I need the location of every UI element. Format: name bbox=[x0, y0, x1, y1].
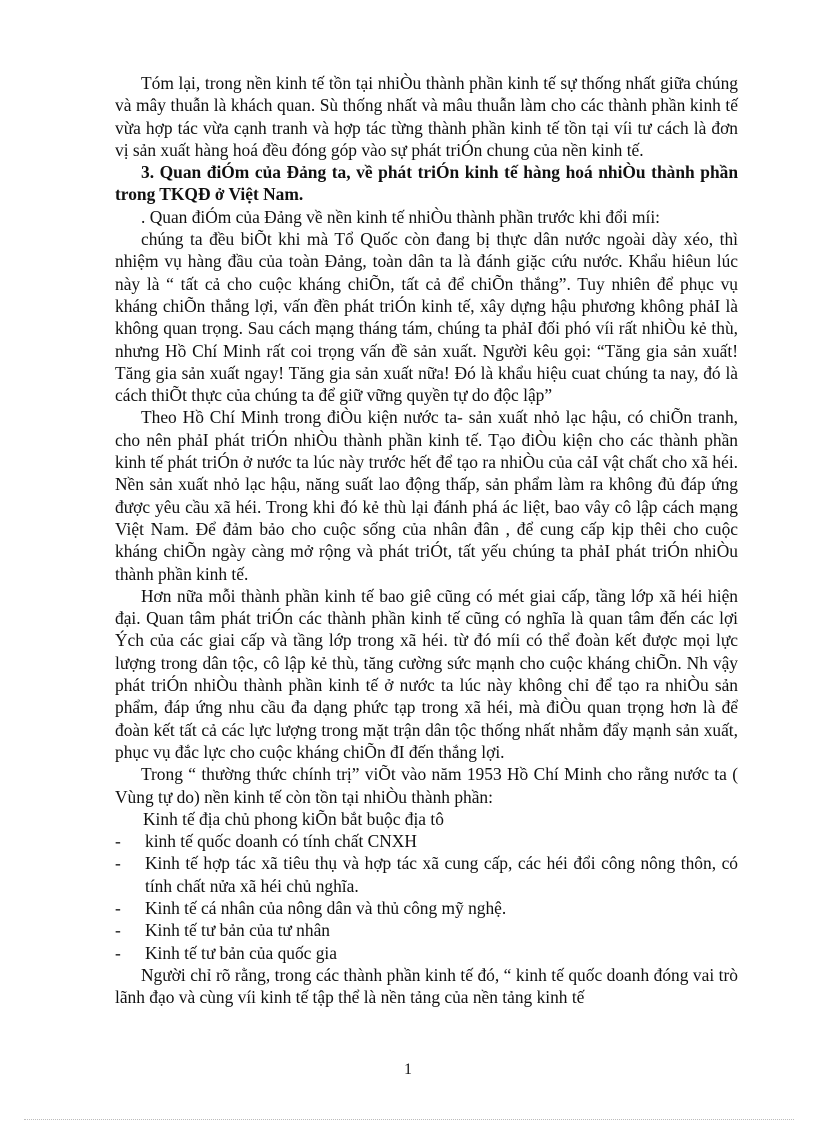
economic-sectors-list bbox=[115, 830, 738, 964]
bullet-dash: - bbox=[115, 831, 121, 852]
bullet-dash: - bbox=[115, 853, 121, 874]
list-item bbox=[115, 942, 738, 964]
list-item-text: Kinh tế tư bản của quốc gia bbox=[145, 942, 337, 963]
bullet-dash: - bbox=[115, 897, 121, 918]
paragraph-summary: Tóm lại, trong nền kinh tế tồn tại nhiÒu thành phần kinh tế sự thống nhất giữa chúng và mây thuẫn là khách quan. Sù thống nhất và mâu thuẫn làm cho các thành phần kinh tế vừa hợp tác vừa cạnh tranh và hợp tác từng thành phần kinh tế tồn tại víi tư cách là đơn vị sản xuất hàng hoá đều đóng góp vào sự phát triÓn chung của nền kinh tế. bbox=[115, 73, 738, 160]
list-item-text: Kinh tế hợp tác xã tiêu thụ và hợp tác xã cung cấp, các héi đổi công nông thôn, có tính chất nửa xã héi chủ nghĩa. bbox=[145, 853, 738, 896]
paragraph-1953: Trong “ thường thức chính trị” viÕt vào năm 1953 Hồ Chí Minh cho rằng nước ta ( Vùng tự do) nền kinh tế còn tồn tại nhiÒu thành phần: bbox=[115, 764, 738, 807]
list-item-text: Kinh tế cá nhân của nông dân và thủ công mỹ nghệ. bbox=[145, 897, 507, 918]
bullet-dash: - bbox=[115, 942, 121, 963]
bullet-dash: - bbox=[115, 920, 121, 941]
page-number: 1 bbox=[404, 1061, 412, 1078]
paragraph-unity: Hơn nữa mỗi thành phần kinh tế bao giê cũng có mét giai cấp, tầng lớp xã héi hiện đại. Quan tâm phát triÓn các thành phần kinh tế cũng có nghĩa là quan tâm đến các lợi Ých của các giai cấp và tầng lớp trong xã héi. từ đó míi có thể đoàn kết được mọi lực lượng trong dân tộc, cô lập kẻ thù, tăng cường sức mạnh cho cuộc kháng chiÕn. Nh vậy phát triÓn nhiÒu thành phần kinh tế ở nước ta lúc này không chỉ để tạo ra nhiÒu sản phẩm, đáp ứng nhu cầu đa dạng phức tạp trong xã héi, mà điÒu quan trọng hơn là để đoàn kết tất cả các lực lượng trong mặt trận dân tộc thống nhất nhằm đẩy mạnh sản xuất, phục vụ đắc lực cho cuộc kháng chiÕn đI đến thắng lợi. bbox=[115, 585, 738, 762]
subheading: . Quan điÓm của Đảng về nền kinh tế nhiÒu thành phần trước khi đổi míi: bbox=[141, 206, 660, 227]
section-heading: 3. Quan điÓm của Đảng ta, về phát triÓn kinh tế hàng hoá nhiÒu thành phần trong TKQĐ ở Việt Nam. bbox=[115, 162, 738, 205]
list-item-text: kinh tế quốc doanh có tính chất CNXH bbox=[145, 831, 417, 852]
list-item bbox=[115, 919, 738, 941]
paragraph-war-context: chúng ta đều biÕt khi mà Tổ Quốc còn đang bị thực dân nước ngoài dày xéo, thì nhiệm vụ hàng đầu của toàn Đảng, toàn dân ta là đánh giặc cứu nước. Khẩu hiêun lúc này là “ tất cả cho cuộc kháng chiÕn, tất cả để chiÕn thắng”. Tuy nhiên để phục vụ kháng chiÕn thắng lợi, vấn đền phát triÓn kinh tế, xây dựng hậu phương không phảI là không quan trọng. Sau cách mạng tháng tám, chúng ta phảI đối phó víi rất nhiÒu kẻ thù, nhưng Hồ Chí Minh rất coi trọng vấn đề sản xuất. Người kêu gọi: “Tăng gia sản xuất! Tăng gia sản xuất ngay! Tăng gia sản xuất nữa! Đó là khẩu hiệu cuat chúng ta nay, đó là cách thiÕt thực của chúng ta để giữ vững quyền tự do độc lập” bbox=[115, 229, 738, 406]
list-item bbox=[115, 897, 738, 919]
page-bottom-divider bbox=[24, 1119, 794, 1120]
paragraph-ho-chi-minh-view: Theo Hồ Chí Minh trong điÒu kiện nước ta- sản xuất nhỏ lạc hậu, có chiÕn tranh, cho nên phảI phát triÓn nhiÒu thành phần kinh tế. Tạo điÒu kiện cho các thành phần kinh tế phát triÓn ở nước ta lúc này trước hết để tạo ra nhiÒu của cảI vật chất cho xã héi. Nền sản xuất nhỏ lạc hậu, năng suất lao động thấp, sản phẩm làm ra không đủ đáp ứng được yêu cầu xã héi. Trong khi đó kẻ thù lại đánh phá ác liệt, bao vây cô lập cách mạng Việt Nam. Để đảm bảo cho cuộc sống của nhân đân , để cung cấp kịp thêi cho cuộc kháng chiÕn ngày càng mở rộng và phát triÓt, tất yếu chúng ta phảI phát triÓn nhiÒu thành phần kinh tế. bbox=[115, 407, 738, 584]
list-item bbox=[115, 830, 738, 852]
document-body bbox=[115, 72, 738, 1008]
list-intro: Kinh tế địa chủ phong kiÕn bắt buộc địa tô bbox=[143, 808, 444, 829]
list-item bbox=[115, 852, 738, 897]
paragraph-closing: Người chỉ rõ rằng, trong các thành phần kinh tế đó, “ kinh tế quốc doanh đóng vai trò lãnh đạo và cùng víi kinh tế tập thể là nền tảng của nền tảng kinh tế bbox=[115, 964, 738, 1008]
list-item-text: Kinh tế tư bản của tư nhân bbox=[145, 920, 330, 941]
